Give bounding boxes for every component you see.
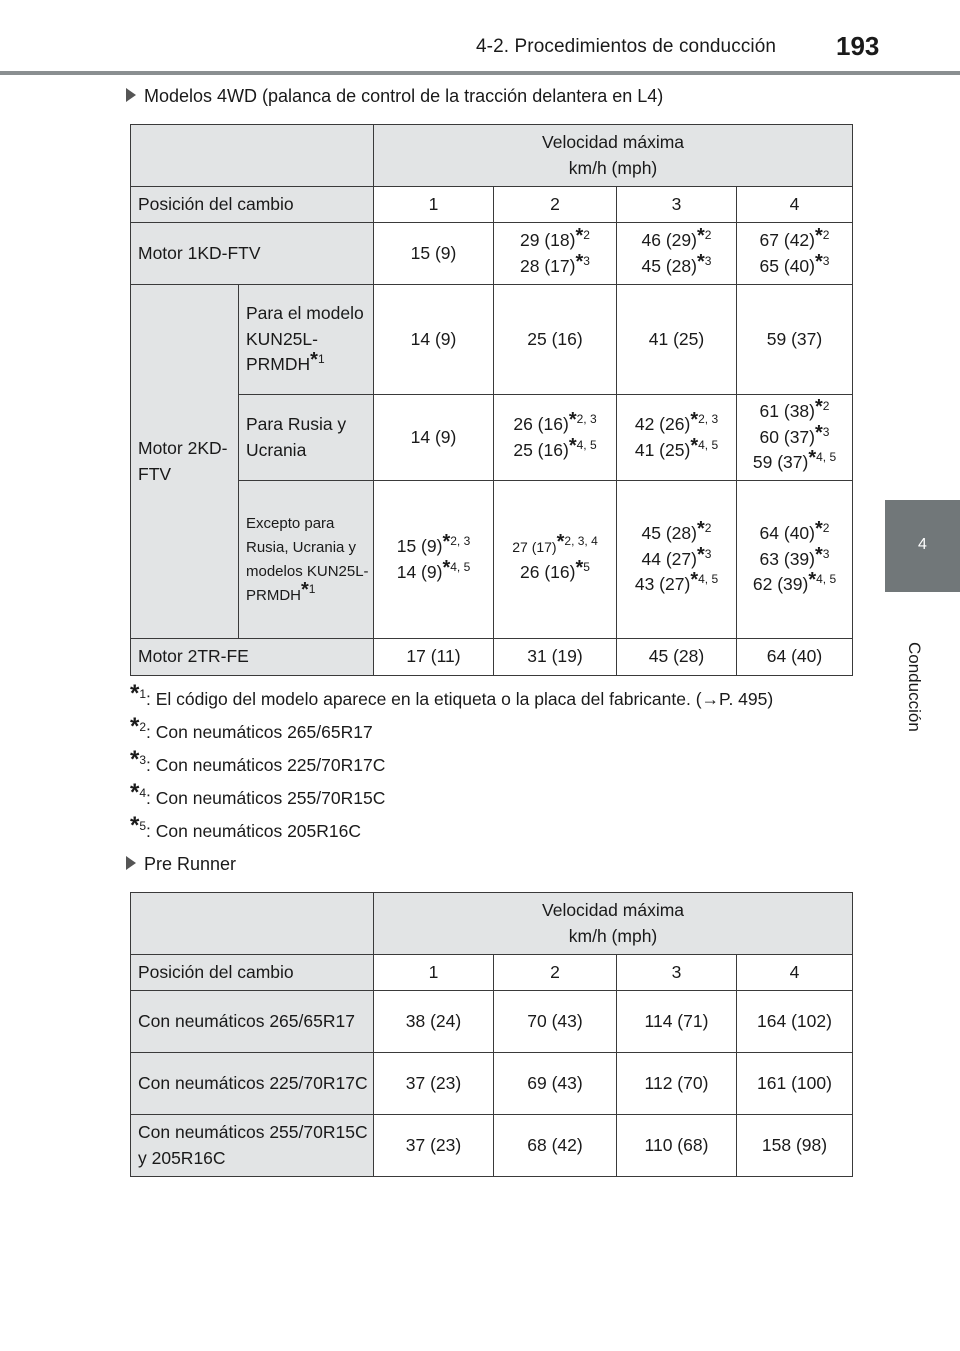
table-header-row [131, 893, 853, 955]
cell: 31 (19) [494, 639, 617, 676]
row-label: Para el modelo KUN25L-PRMDH*$^1$ [239, 285, 374, 395]
footnote: *$^1$: El código del modelo aparece en la etiqueta o la placa del fabricante. (→P. 495) [130, 680, 774, 709]
triangle-bullet-icon [126, 88, 136, 102]
cell: 110 (68) [617, 1115, 737, 1177]
cell: 45 (28) [617, 639, 737, 676]
gear-label: Posición del cambio [131, 955, 374, 991]
header-speed-cell: Velocidad máxima km/h (mph) [374, 893, 853, 955]
motor-2kd-label: Motor 2KD-FTV [131, 285, 239, 639]
table-row [131, 285, 853, 395]
row-label: Con neumáticos 265/65R17 [131, 991, 374, 1053]
header-speed-cell: Velocidad máxima km/h (mph) [374, 125, 853, 187]
cell: 15 (9)*$^{2, 3}$ 14 (9)*$^{4, 5}$ [374, 481, 494, 639]
bullet-prerunner: Pre Runner [126, 854, 236, 875]
gear-4: 4 [737, 187, 853, 223]
row-label: Para Rusia y Ucrania [239, 395, 374, 481]
cell: 68 (42) [494, 1115, 617, 1177]
cell: 15 (9) [374, 223, 494, 285]
cell: 45 (28)*$^2$ 44 (27)*$^3$ 43 (27)*$^{4, 5}$ [617, 481, 737, 639]
cell: 26 (16)*$^{2, 3}$ 25 (16)*$^{4, 5}$ [494, 395, 617, 481]
bullet-4wd: Modelos 4WD (palanca de control de la tracción delantera en L4) [126, 86, 663, 107]
table-row [131, 955, 853, 991]
section-title: 4-2. Procedimientos de conducción [476, 36, 777, 57]
speed-table-4wd [130, 124, 853, 676]
cell: 59 (37) [737, 285, 853, 395]
triangle-bullet-icon [126, 856, 136, 870]
chapter-label: Conducción [905, 642, 924, 732]
footnotes [130, 680, 774, 848]
cell: 27 (17)*$^{2, 3, 4}$ 26 (16)*$^5$ [494, 481, 617, 639]
row-label: Motor 1KD-FTV [131, 223, 374, 285]
table-row [131, 395, 853, 481]
footnote: *$^4$: Con neumáticos 255/70R15C [130, 779, 386, 808]
row-label: Motor 2TR-FE [131, 639, 374, 676]
chapter-number: 4 [918, 536, 927, 553]
footnote: *$^5$: Con neumáticos 205R16C [130, 812, 362, 841]
gear-2: 2 [494, 187, 617, 223]
cell: 14 (9) [374, 395, 494, 481]
footnote: *$^3$: Con neumáticos 225/70R17C [130, 746, 386, 775]
cell: 64 (40) [737, 639, 853, 676]
row-label: Con neumáticos 255/70R15C y 205R16C [131, 1115, 374, 1177]
cell: 112 (70) [617, 1053, 737, 1115]
cell: 14 (9) [374, 285, 494, 395]
gear-1: 1 [374, 187, 494, 223]
header-blank-cell [131, 125, 374, 187]
table-header-row [131, 125, 853, 187]
gear-label: Posición del cambio [131, 187, 374, 223]
cell: 29 (18)*$^2$ 28 (17)*$^3$ [494, 223, 617, 285]
gear-1: 1 [374, 955, 494, 991]
table-row [131, 187, 853, 223]
cell: 37 (23) [374, 1053, 494, 1115]
table-row [131, 1053, 853, 1115]
cell: 17 (11) [374, 639, 494, 676]
cell: 37 (23) [374, 1115, 494, 1177]
gear-3: 3 [617, 187, 737, 223]
cell: 42 (26)*$^{2, 3}$ 41 (25)*$^{4, 5}$ [617, 395, 737, 481]
cell: 67 (42)*$^2$ 65 (40)*$^3$ [737, 223, 853, 285]
cell: 161 (100) [737, 1053, 853, 1115]
cell: 46 (29)*$^2$ 45 (28)*$^3$ [617, 223, 737, 285]
speed-table-prerunner [130, 892, 853, 1177]
gear-2: 2 [494, 955, 617, 991]
cell: 64 (40)*$^2$ 63 (39)*$^3$ 62 (39)*$^{4, 5}$ [737, 481, 853, 639]
table-row [131, 639, 853, 676]
table-row [131, 991, 853, 1053]
page-number: 193 [836, 31, 880, 61]
cell: 61 (38)*$^2$ 60 (37)*$^3$ 59 (37)*$^{4, 5}$ [737, 395, 853, 481]
cell: 41 (25) [617, 285, 737, 395]
header-blank-cell [131, 893, 374, 955]
chapter-tab[interactable] [885, 500, 960, 592]
header-rule [0, 71, 960, 75]
cell: 69 (43) [494, 1053, 617, 1115]
footnote: *$^2$: Con neumáticos 265/65R17 [130, 713, 373, 742]
row-label: Con neumáticos 225/70R17C [131, 1053, 374, 1115]
cell: 38 (24) [374, 991, 494, 1053]
cell: 114 (71) [617, 991, 737, 1053]
table-row [131, 1115, 853, 1177]
cell: 25 (16) [494, 285, 617, 395]
gear-3: 3 [617, 955, 737, 991]
gear-4: 4 [737, 955, 853, 991]
table-row [131, 223, 853, 285]
cell: 70 (43) [494, 991, 617, 1053]
cell: 164 (102) [737, 991, 853, 1053]
table-row [131, 481, 853, 639]
row-label: Excepto para Rusia, Ucrania y modelos KUN25L-PRMDH*$^1$ [239, 481, 374, 639]
cell: 158 (98) [737, 1115, 853, 1177]
